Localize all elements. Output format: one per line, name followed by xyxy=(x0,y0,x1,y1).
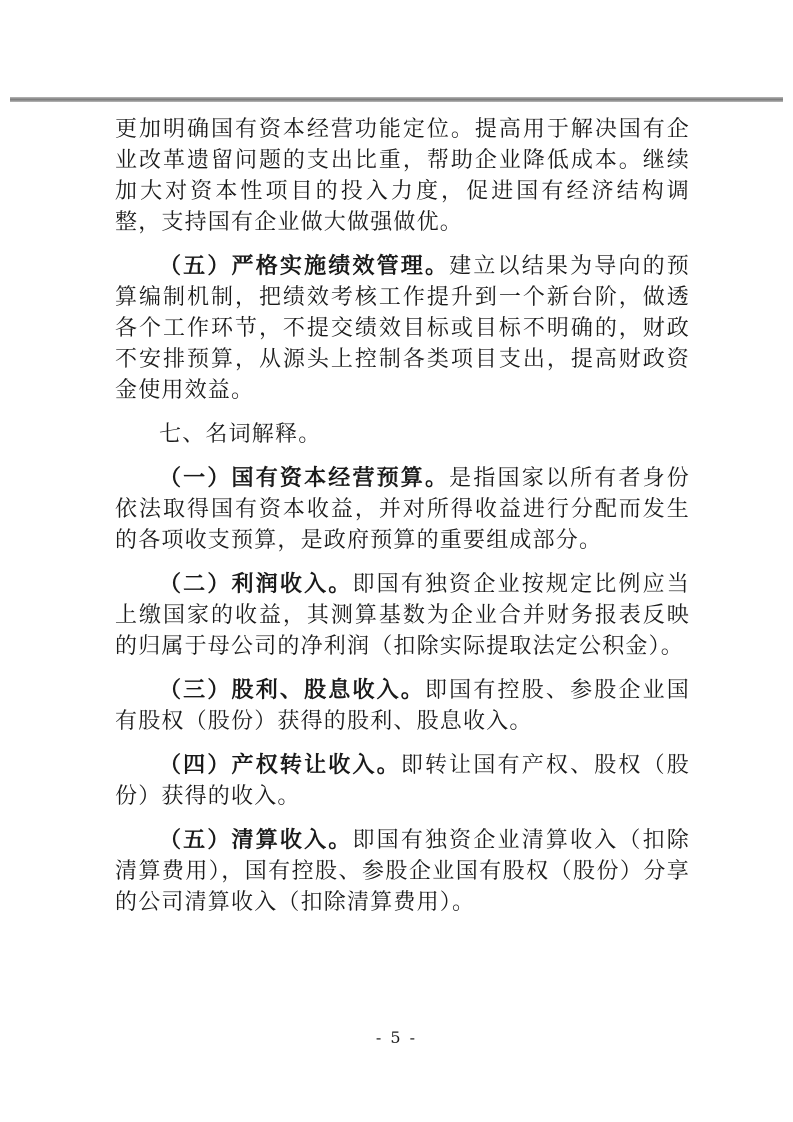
paragraph-heading: （三）股利、股息收入。 xyxy=(159,677,425,703)
definition-state-capital-budget xyxy=(115,463,690,556)
paragraph-heading: （二）利润收入。 xyxy=(159,571,353,597)
header-rule xyxy=(10,97,783,102)
paragraph-heading: （五）清算收入。 xyxy=(159,827,353,853)
paragraph-text: 建立以结果为导向的预算编制机制，把绩效考核工作提升到一个新台阶，做透各个工作环节，不提交绩效目标或目标不明确的，财政不安排预算，从源头上控制各类项目支出，提高财政资金使用效益。 xyxy=(115,254,690,403)
paragraph-text: 即国有控股、参股企业国有股权（股份）获得的股利、股息收入。 xyxy=(115,678,691,734)
definition-dividend-income xyxy=(115,675,690,737)
definition-transfer-income xyxy=(115,750,690,812)
page-number: - 5 - xyxy=(375,1028,418,1047)
paragraph-heading: （一）国有资本经营预算。 xyxy=(159,465,450,491)
paragraph-text: 是指国家以所有者身份依法取得国有资本收益，并对所得收益进行分配而发生的各项收支预算，是政府预算的重要组成部分。 xyxy=(115,466,690,553)
paragraph-heading: （四）产权转让收入。 xyxy=(159,752,401,778)
paragraph-text: 即国有独资企业清算收入（扣除清算费用），国有控股、参股企业国有股权（股份）分享的公司清算收入（扣除清算费用）。 xyxy=(115,828,690,915)
document-body xyxy=(115,114,690,931)
paragraph-text: 即转让国有产权、股权（股份）获得的收入。 xyxy=(115,753,690,809)
paragraph-heading: （五）严格实施绩效管理。 xyxy=(159,253,450,279)
paragraph-text: 即国有独资企业按规定比例应当上缴国家的收益，其测算基数为企业合并财务报表反映的归属于母公司的净利润（扣除实际提取法定公积金）。 xyxy=(115,572,690,659)
definition-liquidation-income xyxy=(115,825,690,918)
definition-profit-income xyxy=(115,569,690,662)
section-heading-glossary: 七、名词解释。 xyxy=(159,422,322,447)
paragraph-1: 更加明确国有资本经营功能定位。提高用于解决国有企业改革遗留问题的支出比重，帮助企业降低成本。继续加大对资本性项目的投入力度，促进国有经济结构调整，支持国有企业做大做强做优。 xyxy=(115,117,690,235)
paragraph-performance-management xyxy=(115,251,690,406)
